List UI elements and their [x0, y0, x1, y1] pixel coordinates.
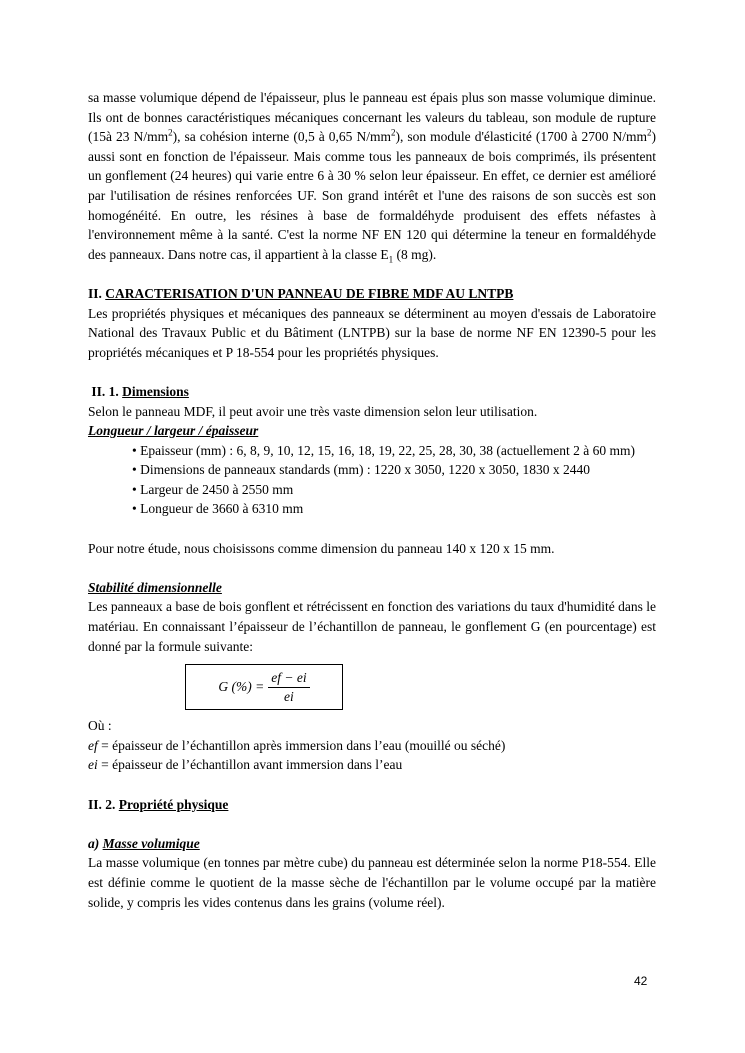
section-number: II.: [88, 285, 106, 301]
bullet-item: • Epaisseur (mm) : 6, 8, 9, 10, 12, 15, 16, 18, 19, 22, 25, 28, 30, 38 (actuellement 2 à 60 mm): [132, 442, 636, 458]
study-dimension-text: Pour notre étude, nous choisissons comme dimension du panneau 140 x 120 x 15 mm.: [88, 540, 555, 556]
ef-definition: [88, 736, 656, 756]
document-page: [88, 88, 656, 912]
paragraph-text: ), sa cohésion interne (0,5 à 0,65 N/mm: [172, 129, 391, 145]
superscript: 2: [390, 127, 396, 138]
paragraph-text: (8 mg).: [393, 246, 437, 262]
stability-heading: Stabilité dimensionnelle: [88, 579, 222, 595]
subsection-title: Propriété physique: [118, 796, 229, 812]
formula-fraction: [268, 669, 309, 706]
ef-variable: ef: [88, 737, 98, 753]
item-prefix: a): [88, 835, 103, 851]
formula-numerator: ef − ei: [268, 669, 309, 688]
where-label: Où :: [88, 718, 112, 734]
stability-text: Les panneaux a base de bois gonflent et rétrécissent en fonction des variations du taux d'humidité dans le matériau. En connaissant l’épaisseur de l’échantillon de panneau, le gonflement G (en pourcentage) est donné par la formule suivante:: [88, 599, 656, 654]
subsection-heading: [88, 795, 656, 815]
bullet-item: • Largeur de 2450 à 2550 mm: [132, 481, 294, 497]
bullet-item: • Dimensions de panneaux standards (mm) : 1220 x 3050, 1220 x 3050, 1830 x 2440: [132, 462, 591, 478]
subsection-number: II. 1.: [91, 383, 123, 399]
ei-definition: [88, 755, 656, 775]
item-title: Masse volumique: [102, 835, 200, 851]
paragraph-text: ) aussi sont en fonction de l'épaisseur. Mais comme tous les panneaux de bois comprimés, ils présentent un gonflement (24 heures) qui varie entre 6 à 30 % selon leur épaisseur. En effet, ce dernier est amélioré par l'utilisation de résines renforcées UF. Son grand intérêt et l'une des raisons de son succès est son homogénéité. En outre, les résines à base de formaldéhyde produisent des effets néfastes à l'environnement même à la santé. C'est la norme NF EN 120 qui détermine la teneur en formaldéhyde des panneaux. Dans notre cas, il appartient à la classe E: [88, 129, 657, 262]
ei-text: = épaisseur de l’échantillon avant immersion dans l’eau: [97, 757, 403, 773]
section-text: Les propriétés physiques et mécaniques des panneaux se déterminent au moyen d'essais de Laboratoire National des Travaux Public et du Bâtiment (LNTPB) sur la base de norme NF EN 12390-5 pour les propriétés mécaniques et P 18-554 pour les propriétés physiques.: [88, 305, 656, 360]
formula-box: [185, 664, 343, 710]
subsection-intro: Selon le panneau MDF, il peut avoir une très vaste dimension selon leur utilisation.: [88, 403, 538, 419]
subsection-number: II. 2.: [88, 796, 119, 812]
bullet-item: • Longueur de 3660 à 6310 mm: [132, 501, 304, 517]
paragraph-text: sa masse volumique dépend de l'épaisseur, plus le panneau est épais plus son masse volumique diminue. Ils ont de bonnes caractéristiques mécaniques concernant les valeurs du tableau, son module de rupture (15à 23 N/mm: [88, 90, 656, 145]
masse-volumique-heading: [88, 834, 656, 854]
subscript: 1: [388, 254, 394, 265]
subsection-title: Dimensions: [122, 383, 189, 399]
page-number: 42: [634, 974, 648, 988]
formula-lhs: G (%) =: [218, 679, 265, 695]
section-title: CARACTERISATION D'UN PANNEAU DE FIBRE MDF AU LNTPB: [105, 285, 514, 301]
superscript: 2: [647, 127, 652, 138]
ef-text: = épaisseur de l’échantillon après immersion dans l’eau (mouillé ou séché): [97, 737, 506, 753]
paragraph-text: ), son module d'élasticité (1700 à 2700 N/mm: [395, 129, 648, 145]
masse-volumique-text: La masse volumique (en tonnes par mètre cube) du panneau est déterminée selon la norme P18-554. Elle est définie comme le quotient de la masse sèche de l'échantillon par le volume occupé par la matière solide, y compris les vides contenus dans les grains (volume réel).: [88, 855, 656, 910]
subsection-heading: [88, 382, 656, 402]
formula-denominator: ei: [284, 688, 294, 704]
superscript: 2: [168, 127, 173, 138]
section-heading: [88, 284, 656, 304]
intro-paragraph: [88, 88, 656, 264]
dimensions-subheading: Longueur / largeur / épaisseur: [88, 423, 259, 439]
ei-variable: ei: [88, 757, 98, 773]
